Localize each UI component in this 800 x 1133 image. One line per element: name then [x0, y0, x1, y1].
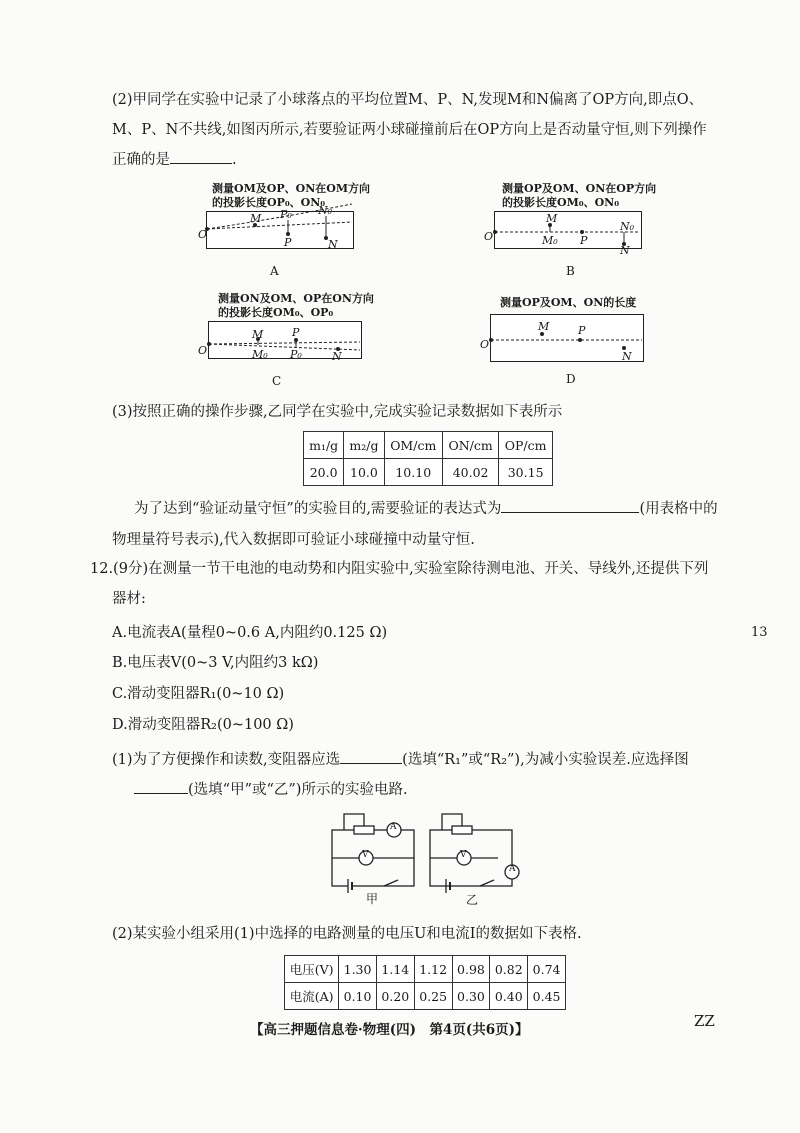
point-label: O	[480, 338, 490, 351]
point-label: M₀	[542, 234, 558, 247]
collision-data-table	[303, 431, 553, 486]
voltage-current-table	[284, 955, 566, 1010]
point-label: P	[292, 326, 300, 339]
circuit-diagrams	[322, 808, 522, 908]
diagram-d	[482, 296, 652, 392]
q12-part2-text: (2)某实验小组采用(1)中选择的电路测量的电压U和电流I的数据如下表格.	[112, 926, 582, 942]
point-label: P	[580, 234, 588, 247]
point-label: P	[284, 236, 292, 249]
q11-part2-text: (2)甲同学在实验中记录了小球落点的平均位置M、P、N,发现M和N偏离了OP方向,即点O、M、P、N不共线,如图丙所示,若要验证两小球碰撞前后在OP方向上是否动量守恒,则下列操作正确的是 .	[112, 92, 707, 168]
option-letter: D	[566, 372, 576, 386]
option-c: C.滑动变阻器R₁(0~10 Ω)	[112, 686, 285, 702]
point-label: N	[620, 244, 630, 257]
table-cell: 30.15	[499, 459, 553, 486]
table-cell: 0.40	[490, 983, 528, 1010]
option-a: A.电流表A(量程0~0.6 A,内阻约0.125 Ω)	[112, 625, 388, 641]
option-b: B.电压表V(0~3 V,内阻约3 kΩ)	[112, 655, 319, 671]
table-cell: 1.30	[339, 956, 377, 983]
point-label: N	[328, 238, 338, 251]
corner-code: ZZ	[694, 1012, 715, 1030]
q12-stem-2: 器材:	[112, 591, 146, 607]
point-label: N₀	[318, 204, 333, 217]
point-label: O	[198, 228, 208, 241]
point-label: P₀	[290, 348, 302, 361]
table-cell: 20.0	[304, 459, 344, 486]
table-cell: 10.0	[344, 459, 384, 486]
table-cell: 0.25	[414, 983, 452, 1010]
q12-part1-line1: (1)为了方便操作和读数,变阻器应选 (选填“R₁”或“R₂”),为减小实验误差.应选择图	[112, 752, 689, 768]
point-label: O	[484, 230, 494, 243]
point-label: M	[250, 212, 262, 225]
diagram-a-lines	[200, 182, 360, 282]
point-label: M	[252, 328, 264, 341]
side-page-number: 13	[751, 625, 768, 640]
diagram-caption: 测量OP及OM、ON的长度	[500, 296, 637, 309]
ammeter-label: A	[390, 822, 397, 832]
option-letter: B	[566, 264, 575, 278]
option-letter: C	[272, 374, 282, 388]
table-cell: 40.02	[442, 459, 498, 486]
table-cell: 1.14	[376, 956, 414, 983]
diagram-c-lines	[200, 292, 370, 392]
table-header: m₂/g	[344, 432, 384, 459]
circuit-blank[interactable]	[134, 793, 188, 794]
q11-part3-line1: 为了达到“验证动量守恒”的实验目的,需要验证的表达式为 (用表格中的	[134, 501, 718, 517]
expression-blank[interactable]	[501, 512, 639, 513]
q12-part1-line2: (选填“甲”或“乙”)所示的实验电路.	[134, 778, 408, 799]
diagram-caption: 测量OP及OM、ON在OP方向 的投影长度OM₀、ON₀	[502, 182, 657, 209]
point-label: M	[538, 320, 550, 333]
circuit-jia-label: 甲	[366, 892, 379, 906]
row-header: 电压(V)	[285, 956, 339, 983]
answer-blank[interactable]	[170, 163, 232, 164]
option-letter: A	[270, 264, 279, 278]
table-header: ON/cm	[442, 432, 498, 459]
option-d: D.滑动变阻器R₂(0~100 Ω)	[112, 717, 294, 733]
table-cell: 0.20	[376, 983, 414, 1010]
point-label: M	[546, 212, 558, 225]
point-label: P₀	[280, 208, 292, 221]
diagram-c	[198, 292, 374, 392]
voltmeter-label: V	[460, 850, 467, 860]
table-cell: 0.82	[490, 956, 528, 983]
table-header: OP/cm	[499, 432, 553, 459]
table-header: OM/cm	[384, 432, 442, 459]
point-label: N	[332, 350, 342, 363]
row-header: 电流(A)	[285, 983, 339, 1010]
point-label: N₀	[620, 220, 635, 233]
table-cell: 0.98	[452, 956, 490, 983]
diagram-a	[198, 182, 371, 282]
diagram-caption: 测量OM及OP、ON在OM方向 的投影长度OP₀、ON₀	[212, 182, 371, 209]
resistor-blank[interactable]	[340, 763, 402, 764]
table-header: m₁/g	[304, 432, 344, 459]
voltmeter-label: V	[362, 850, 369, 860]
circuit-yi-label: 乙	[466, 893, 479, 907]
point-label: M₀	[252, 348, 268, 361]
page-footer: 【高三押题信息卷·物理(四) 第4页(共6页)】	[250, 1022, 529, 1038]
q12-stem: 12.(9分)在测量一节干电池的电动势和内阻实验中,实验室除待测电池、开关、导线外,还提供下列	[90, 561, 709, 577]
point-label: P	[578, 324, 586, 337]
table-cell: 0.30	[452, 983, 490, 1010]
ammeter-label: A	[509, 864, 516, 874]
point-label: O	[198, 344, 208, 357]
diagram-caption: 测量ON及OM、OP在ON方向 的投影长度OM₀、OP₀	[218, 292, 374, 319]
table-cell: 0.45	[528, 983, 566, 1010]
table-cell: 0.10	[339, 983, 377, 1010]
table-cell: 1.12	[414, 956, 452, 983]
q11-part3-line2: 物理量符号表示),代入数据即可验证小球碰撞中动量守恒.	[112, 532, 475, 548]
table-cell: 0.74	[528, 956, 566, 983]
point-label: N	[622, 350, 632, 363]
diagram-b	[482, 182, 657, 282]
table-cell: 10.10	[384, 459, 442, 486]
q11-part3-intro: (3)按照正确的操作步骤,乙同学在实验中,完成实验记录数据如下表所示	[112, 404, 563, 420]
